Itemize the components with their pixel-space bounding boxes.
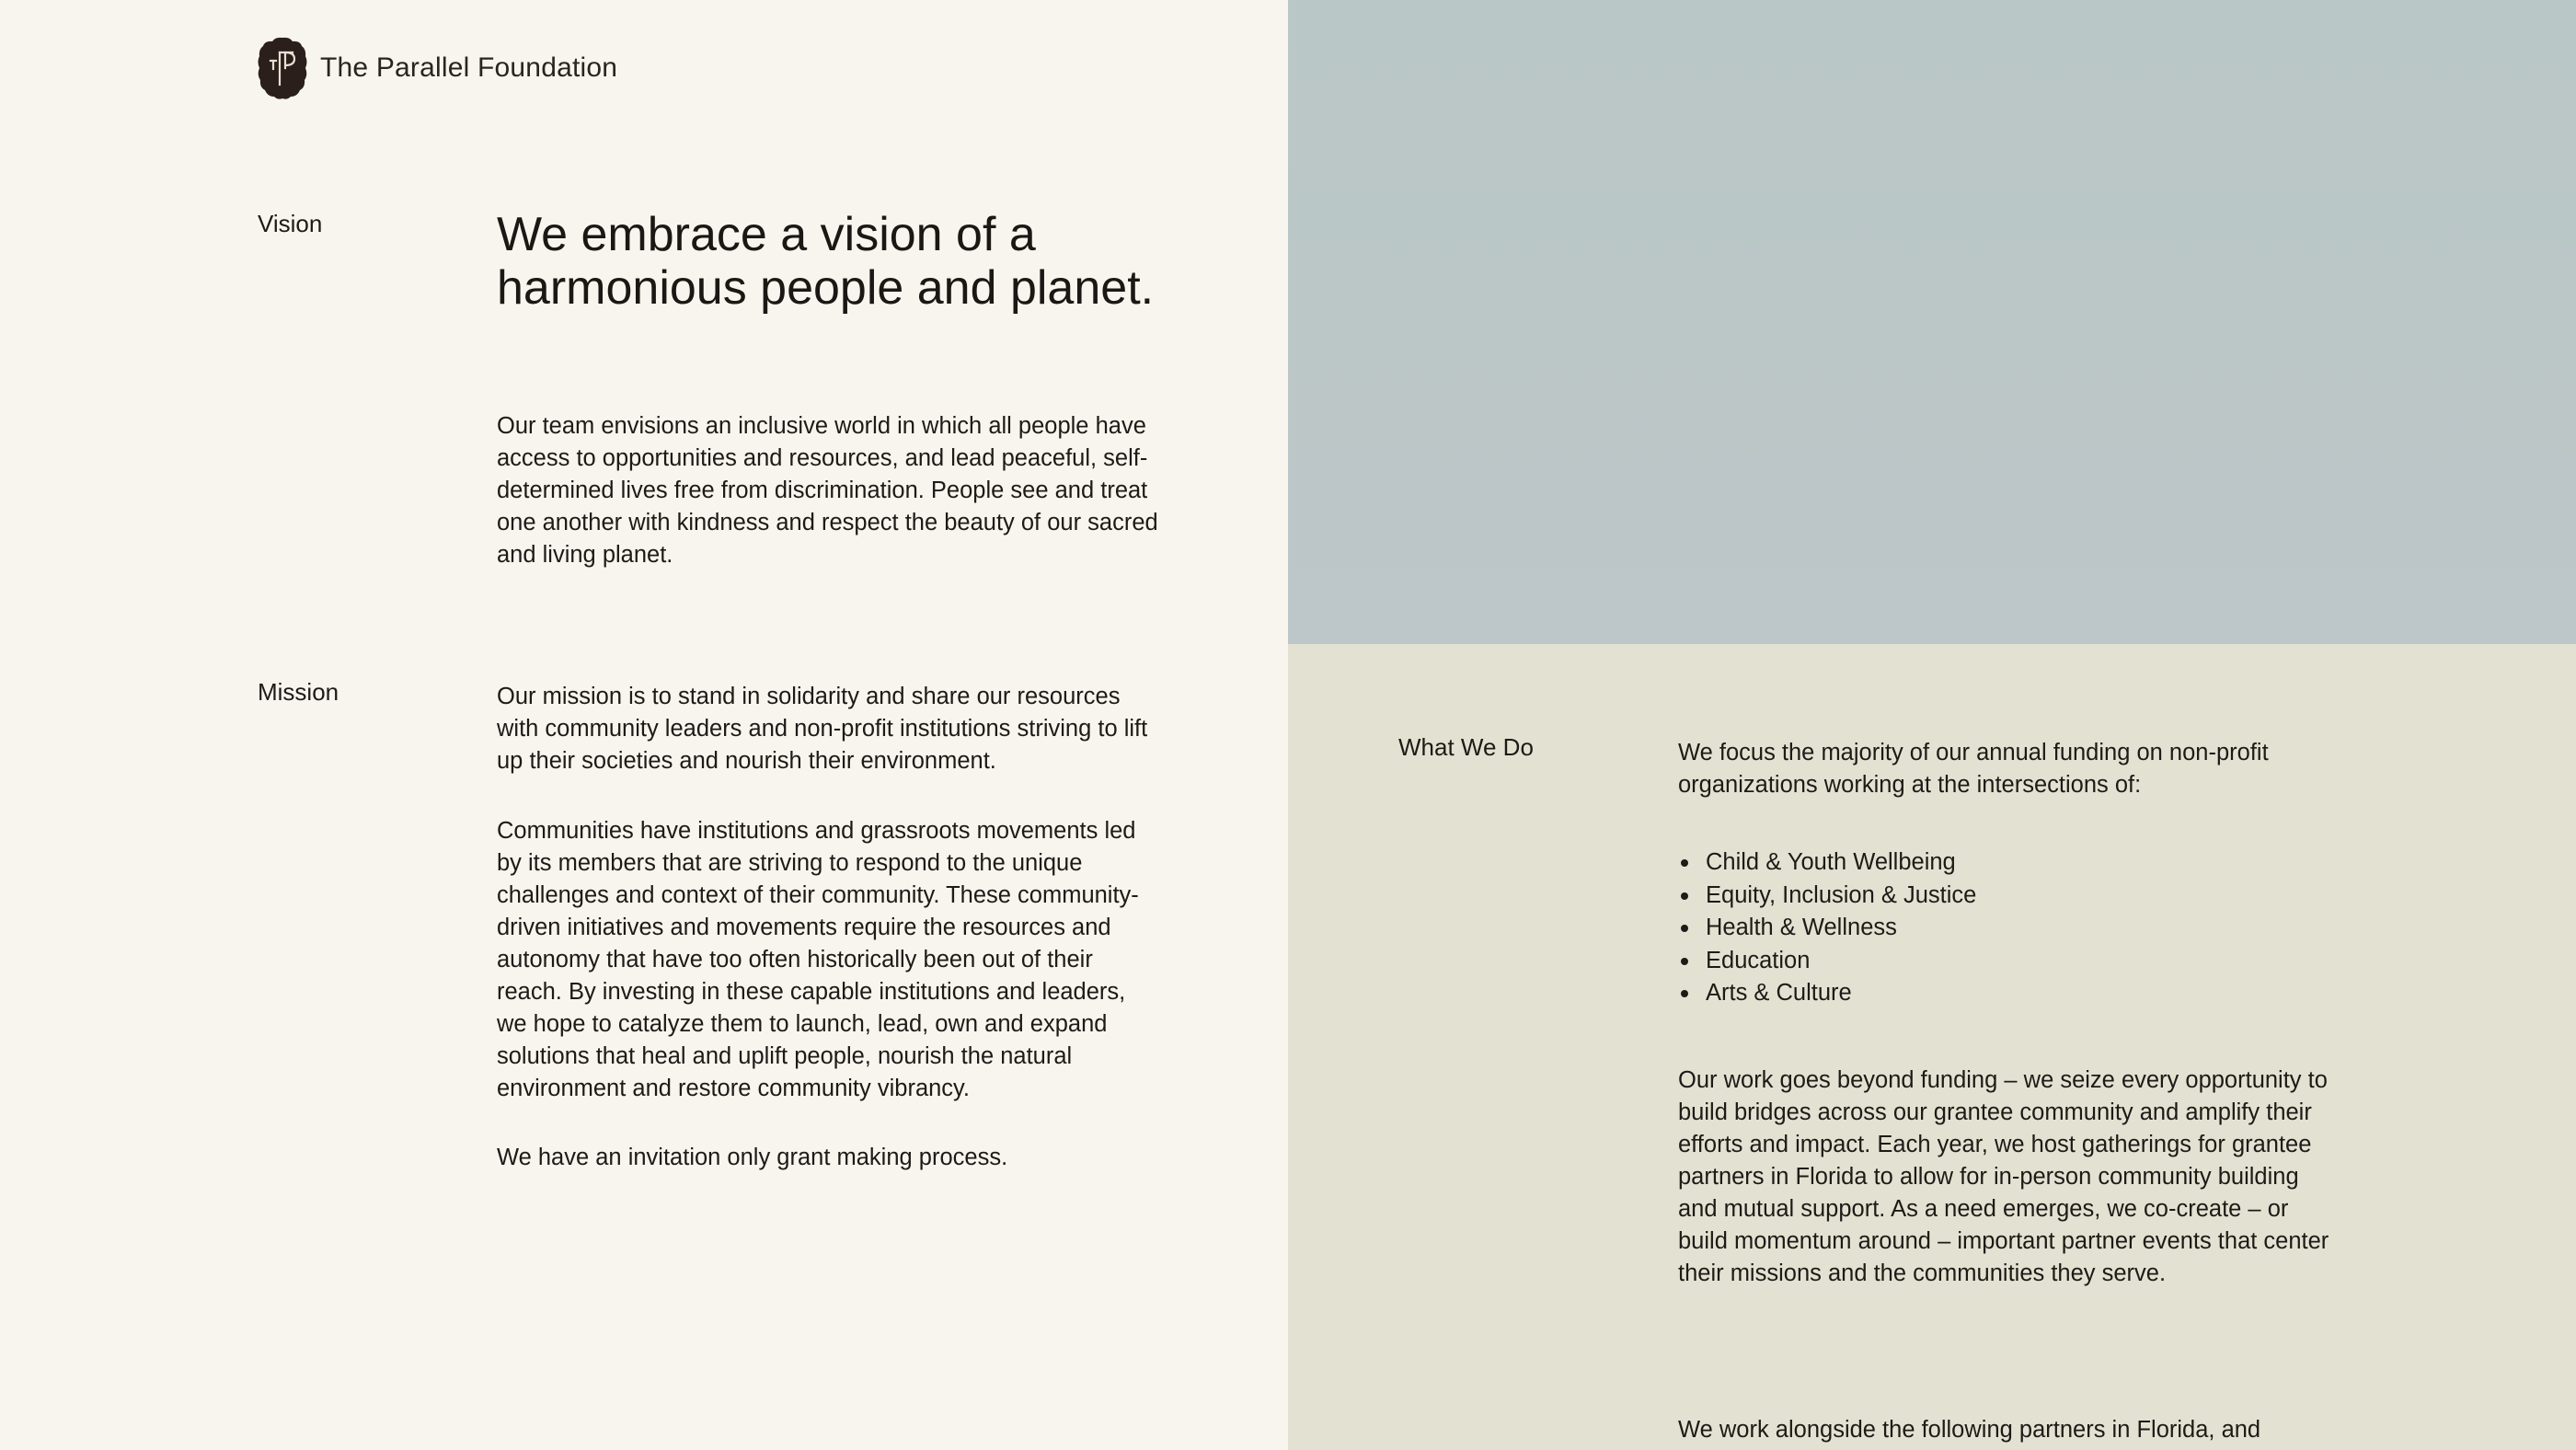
hero-image-panel — [1288, 0, 2576, 644]
vision-headline: We embrace a vision of a harmonious people and planet. — [497, 208, 1155, 315]
vision-body: Our team envisions an inclusive world in which all people have access to opportunities and resources, and lead peaceful, self-determined lives free from discrimination. People see and treat one another with kindness and respect the beauty of our sacred and living planet. — [497, 413, 1158, 568]
site-logo[interactable] — [258, 37, 617, 99]
list-item: Child & Youth Wellbeing — [1678, 846, 1976, 880]
pf-monogram-seal-icon — [258, 37, 307, 99]
mission-paragraph-2: Communities have institutions and grassroots movements led by its members that are striving to respond to the unique challenges and context of their community. These community-driven initiatives and movements require the resources and autonomy that have too often historically been out of their reach. By investing in these capable institutions and leaders, we hope to catalyze them to launch, lead, own and expand solutions that heal and uplift people, nourish the natural environment and restore community vibrancy. — [497, 818, 1139, 1101]
mission-label: Mission — [258, 678, 339, 706]
list-item: Arts & Culture — [1678, 977, 1976, 1010]
mission-paragraph-1: Our mission is to stand in solidarity and share our resources with community leaders and non-profit institutions striving to lift up their societies and nourish their environment. — [497, 684, 1148, 774]
list-item: Equity, Inclusion & Justice — [1678, 880, 1976, 913]
beyond-funding-paragraph: Our work goes beyond funding – we seize every opportunity to build bridges across our grantee community and amplify their efforts and impact. Each year, we host gatherings for grantee partners in Florida to allow for in-person community building and mutual support. As a need emerges, we co-create – or build momentum around – important partner events that center their missions and the communities they serve. — [1678, 1067, 2329, 1286]
list-item: Health & Wellness — [1678, 912, 1976, 945]
list-item: Education — [1678, 945, 1976, 978]
vision-label: Vision — [258, 210, 323, 237]
what-we-do-intro: We focus the majority of our annual funding on non-profit organizations working at the intersections of: — [1678, 740, 2269, 798]
focus-areas-list — [1678, 846, 1976, 1010]
partners-intro-paragraph: We work alongside the following partners in Florida, and — [1678, 1417, 2261, 1443]
mission-paragraph-3: We have an invitation only grant making process. — [497, 1145, 1008, 1170]
site-name: The Parallel Foundation — [320, 52, 618, 83]
what-we-do-label: What We Do — [1398, 733, 1534, 761]
